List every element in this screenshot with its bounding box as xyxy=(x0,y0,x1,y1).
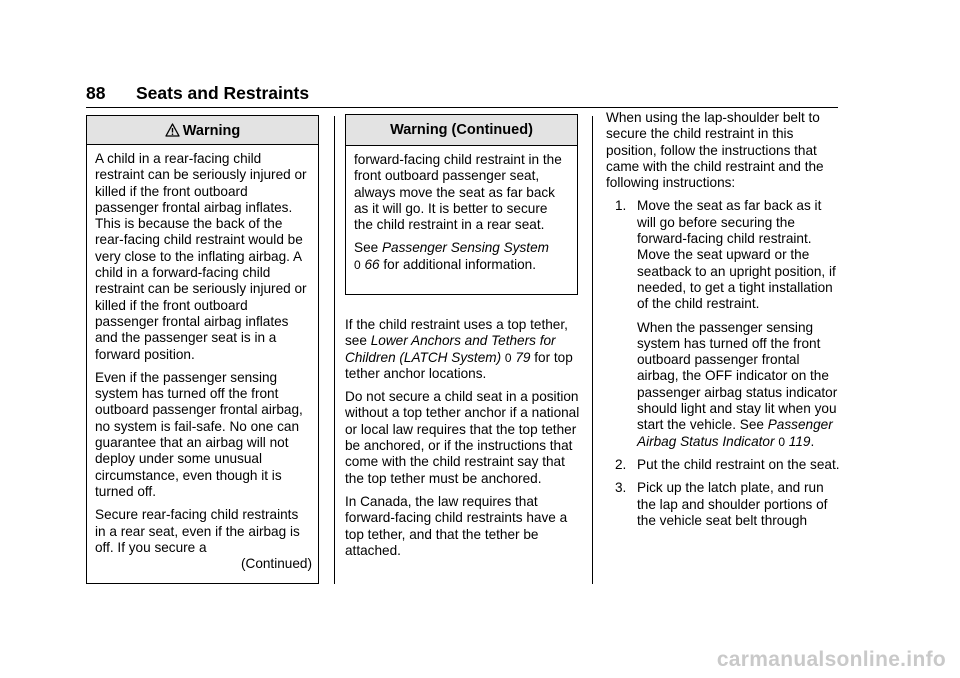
step-note-suffix: . xyxy=(810,433,815,449)
page-ref-icon: 0 xyxy=(778,434,785,449)
warning-box-title xyxy=(87,116,318,145)
link-latch-system[interactable]: Lower Anchors and Tethers for Children (LATCH System) xyxy=(345,333,556,365)
warning-continued-title: Warning (Continued) xyxy=(346,115,577,146)
page-header xyxy=(86,82,838,108)
warning-paragraph: forward-facing child restraint in the front outboard passenger seat, always move the seat as far back as it will go. It is better to secure the child restraint in a rear seat. xyxy=(354,152,562,233)
section-title: Seats and Restraints xyxy=(136,83,310,103)
step-text: Pick up the latch plate, and run the lap and shoulder portions of the vehicle seat belt through xyxy=(637,480,828,528)
step-text: Move the seat as far back as it will go before securing the forward-facing child restraint. Move the seat upward or the seatback to an upright position, if needed, to get a tight installation of the child restraint. xyxy=(637,198,836,312)
page-ref-icon: 0 xyxy=(354,257,361,272)
see-prefix: See xyxy=(354,240,382,256)
list-item xyxy=(606,480,840,529)
warning-box-body xyxy=(87,145,318,572)
watermark: carmanualsonline.info xyxy=(716,648,946,671)
step-note-text: When the passenger sensing system has turned off the front outboard passenger frontal airbag, the OFF indicator on the passenger airbag status indicator should light and stay lit when you start the vehicle. See xyxy=(637,319,838,433)
warning-continued-box xyxy=(345,114,578,295)
right-column-text xyxy=(606,110,840,536)
intro-paragraph: When using the lap-shoulder belt to secure the child restraint in this position, follow the instructions that came with the child restraint and the following instructions: xyxy=(606,110,824,191)
step-number: 1. xyxy=(615,198,627,214)
warning-box xyxy=(86,115,319,584)
column-divider xyxy=(592,116,593,584)
step-number: 3. xyxy=(615,480,627,496)
page-ref-number[interactable]: 66 xyxy=(364,256,380,272)
warning-paragraph: Secure rear-facing child restraints in a rear seat, even if the airbag is off. If you secure a xyxy=(95,507,300,555)
instruction-list xyxy=(606,198,840,529)
continued-label: (Continued) xyxy=(240,556,312,572)
middle-column-text xyxy=(345,317,581,566)
see-reference xyxy=(354,240,569,273)
warning-paragraph: Even if the passenger sensing system has turned off the front outboard passenger frontal airbag, no system is fail-safe. No one can guarantee that an airbag will not deploy under some unusual circumstance, even though it is turned off. xyxy=(95,369,303,499)
warning-continued-body xyxy=(346,146,577,273)
page-ref-number[interactable]: 79 xyxy=(515,349,531,365)
warning-triangle-icon xyxy=(165,123,180,137)
page-number: 88 xyxy=(86,83,106,103)
page-ref-number[interactable]: 119 xyxy=(788,433,811,449)
paragraph: Do not secure a child seat in a position without a top tether anchor if a national or local law requires that the top tether be anchored, or if the instructions that come with the child restraint say that the top tether must be anchored. xyxy=(345,389,580,486)
list-item xyxy=(606,457,840,473)
step-number: 2. xyxy=(615,456,627,472)
page-ref-icon: 0 xyxy=(504,350,512,365)
warning-title-label: Warning xyxy=(182,123,241,139)
paragraph xyxy=(345,317,581,382)
paragraph-text: for top tether anchor locations. xyxy=(345,349,573,381)
step-text: Put the child restraint on the seat. xyxy=(637,456,840,472)
step-note xyxy=(637,320,840,450)
link-passenger-airbag-status-indicator[interactable]: Passenger Airbag Status Indicator xyxy=(637,417,833,449)
link-passenger-sensing-system[interactable]: Passenger Sensing System xyxy=(381,240,549,256)
see-suffix: for additional information. xyxy=(379,256,537,272)
paragraph-text: If the child restraint uses a top tether, see xyxy=(345,317,568,349)
column-divider xyxy=(334,116,335,584)
list-item xyxy=(606,198,840,449)
warning-paragraph: A child in a rear-facing child restraint can be seriously injured or killed if the front outboard passenger frontal airbag inflates. This is because the back of the rear-facing child restraint would be very close to the inflating airbag. A child in a forward-facing child restraint can be seriously injured or killed if the front outboard passenger frontal airbag inflates and the passenger seat is in a forward position. xyxy=(95,151,307,362)
paragraph: In Canada, the law requires that forward-facing child restraints have a top tether, and that the tether be attached. xyxy=(345,493,568,558)
